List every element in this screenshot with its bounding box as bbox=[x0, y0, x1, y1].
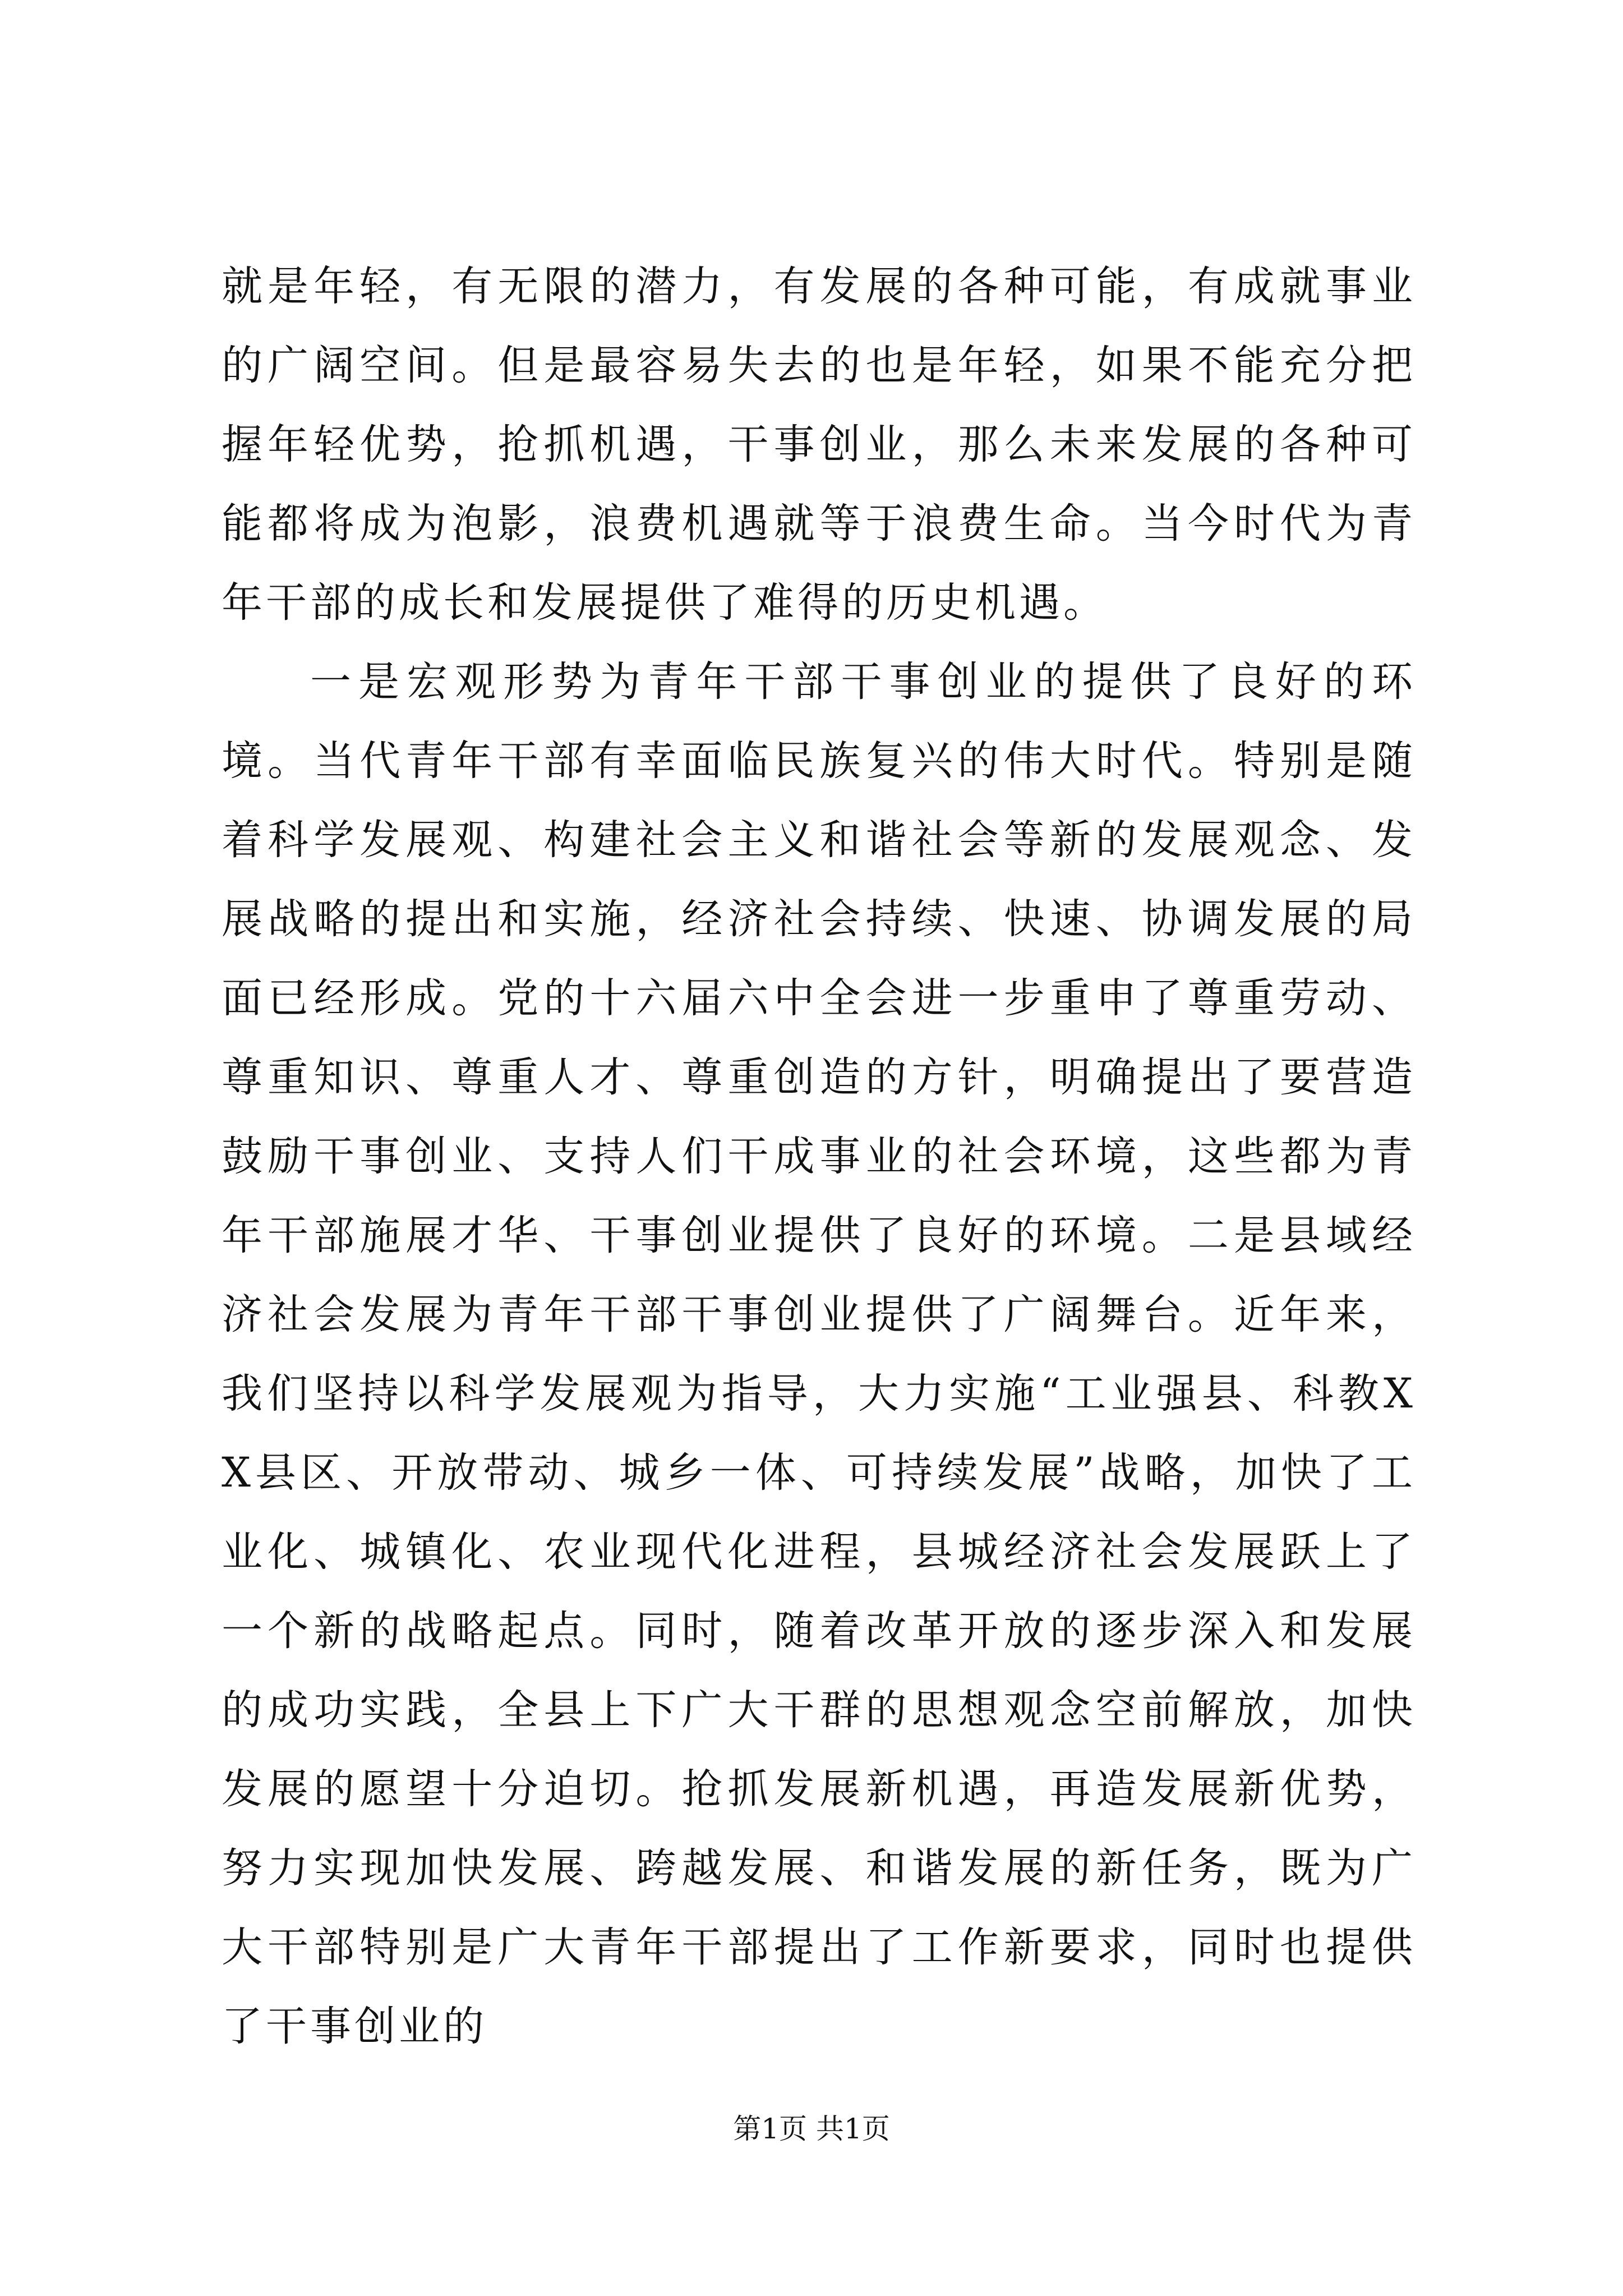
page-footer: 第1页 共1页 bbox=[733, 2113, 890, 2145]
document-body bbox=[222, 247, 1416, 2066]
paragraph-1: 就是年轻，有无限的潜力，有发展的各种可能，有成就事业的广阔空间。但是最容易失去的也是年轻，如果不能充分把握年轻优势，抢抓机遇，干事创业，那么未来发展的各种可能都将成为泡影，浪费机遇就等于浪费生命。当今时代为青年干部的成长和发展提供了难得的历史机遇。 bbox=[222, 263, 1416, 627]
paragraph-2: 一是宏观形势为青年干部干事创业的提供了良好的环境。当代青年干部有幸面临民族复兴的伟大时代。特别是随着科学发展观、构建社会主义和谐社会等新的发展观念、发展战略的提出和实施，经济社会持续、快速、协调发展的局面已经形成。党的十六届六中全会进一步重申了尊重劳动、尊重知识、尊重人才、尊重创造的方针，明确提出了要营造鼓励干事创业、支持人们干成事业的社会环境，这些都为青年干部施展才华、干事创业提供了良好的环境。二是县域经济社会发展为青年干部干事创业提供了广阔舞台。近年来，我们坚持以科学发展观为指导，大力实施“工业强县、科教XX县区、开放带动、城乡一体、可持续发展”战略，加快了工业化、城镇化、农业现代化进程，县城经济社会发展跃上了一个新的战略起点。同时，随着改革开放的逐步深入和发展的成功实践，全县上下广大干群的思想观念空前解放，加快发展的愿望十分迫切。抢抓发展新机遇，再造发展新优势，努力实现加快发展、跨越发展、和谐发展的新任务，既为广大干部特别是广大青年干部提出了工作新要求，同时也提供了干事创业的 bbox=[222, 658, 1416, 2050]
